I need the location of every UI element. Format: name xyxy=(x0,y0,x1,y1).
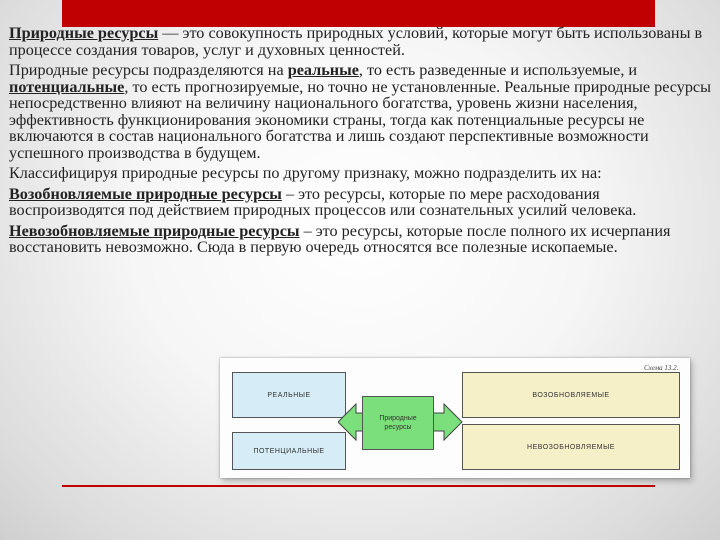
term-real: реальные xyxy=(287,61,359,79)
center-label-line2: ресурсы xyxy=(384,424,412,431)
term-potential: потенциальные xyxy=(9,77,125,96)
top-accent-bar xyxy=(62,0,655,27)
paragraph-classification: Классифицируя природные ресурсы по другому признаку, можно подразделить их на: xyxy=(9,164,602,182)
center-label-line1: Природные xyxy=(379,415,417,422)
paragraph-nonrenewable xyxy=(9,223,715,256)
paragraph-real-potential xyxy=(9,62,715,161)
paragraph-text: Природные ресурсы подразделяются на xyxy=(9,61,288,79)
box-natural-resources xyxy=(362,396,434,450)
scheme-label: Схема 13.2. xyxy=(644,364,679,372)
paragraph-text: — это совокупность природных условий, которые могут быть использованы в процессе создания товаров, услуг и духовных ценностей. xyxy=(9,24,703,59)
bottom-accent-line xyxy=(62,485,655,487)
paragraph-text: – это ресурсы, которые после полного их исчерпания восстановить невозможно. Сюда в первую очередь относятся все полезные ископаемые. xyxy=(9,221,671,256)
paragraph-text: – это ресурсы, которые по мере расходования воспроизводятся под действием природных процессов или сознательных усилий человека. xyxy=(9,184,637,219)
classification-diagram xyxy=(220,358,690,478)
term-nonrenewable: Невозобновляемые природные ресурсы xyxy=(9,221,300,240)
box-potential: ПОТЕНЦИАЛЬНЫЕ xyxy=(232,432,346,470)
slide-text xyxy=(9,25,715,260)
box-renewable: ВОЗОБНОВЛЯЕМЫЕ xyxy=(462,372,680,418)
paragraph-definition xyxy=(9,25,715,58)
term-natural-resources: Природные ресурсы xyxy=(9,24,159,42)
box-real: РЕАЛЬНЫЕ xyxy=(232,372,346,418)
box-nonrenewable: НЕВОЗОБНОВЛЯЕМЫЕ xyxy=(462,424,680,470)
term-renewable: Возобновляемые природные ресурсы xyxy=(9,184,282,203)
paragraph-text: , то есть разведенные и используемые, и xyxy=(358,61,638,79)
paragraph-renewable xyxy=(9,186,715,219)
paragraph-text: , то есть прогнозируемые, но точно не установленные. Реальные природные ресурсы непосредственно влияют на величину национального богатства, уровень жизни населения, эффективность функционирования экономики страны, тогда как потенциальные ресурсы не включаются в состав национального богатства и лишь создают перспективные возможности успешного производства в будущем. xyxy=(9,77,711,162)
